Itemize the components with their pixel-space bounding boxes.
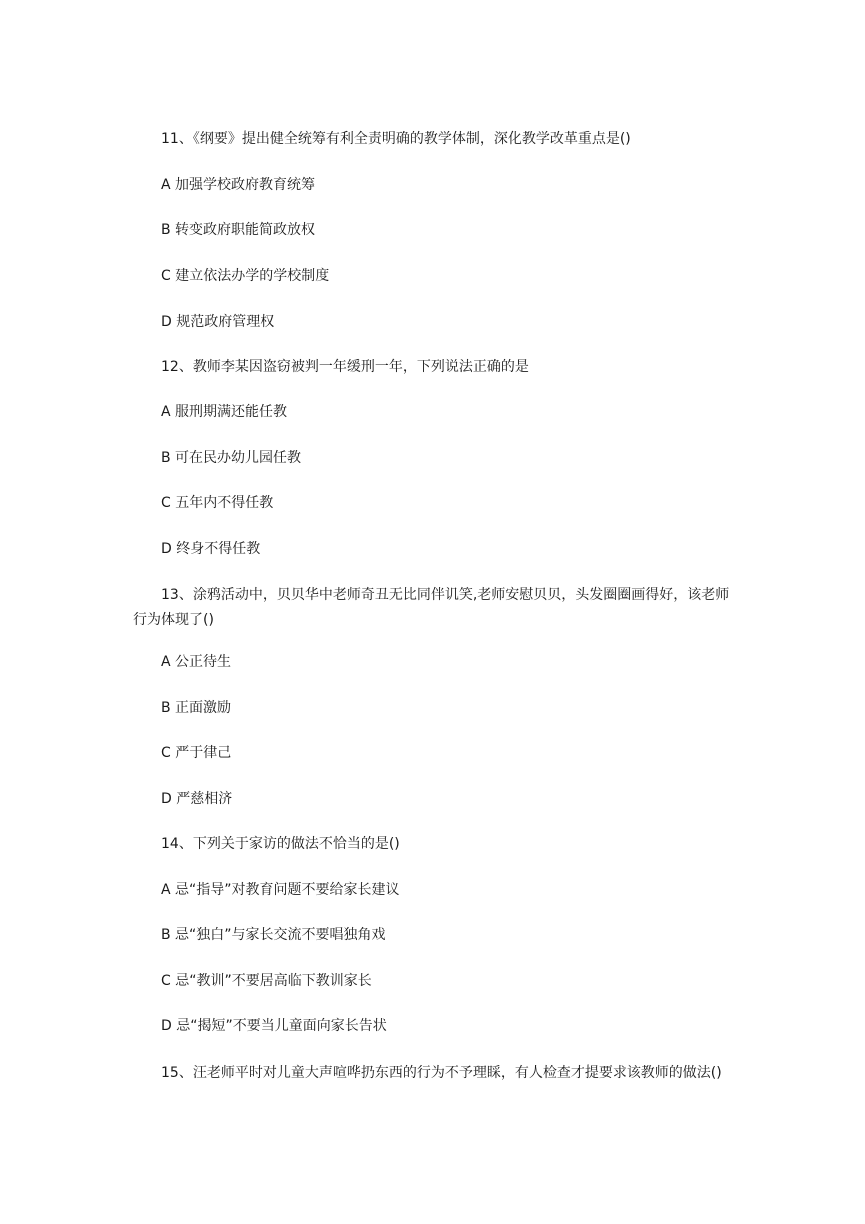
question-12-option-a: A 服刑期满还能任教 bbox=[161, 404, 288, 420]
question-13-option-d: D 严慈相济 bbox=[161, 791, 233, 807]
question-12-option-d: D 终身不得任教 bbox=[161, 541, 261, 557]
question-14-option-d: D 忌“揭短”不要当儿童面向家长告状 bbox=[161, 1018, 387, 1034]
question-11-option-b: B 转变政府职能简政放权 bbox=[161, 222, 316, 238]
question-11-option-a: A 加强学校政府教育统筹 bbox=[161, 177, 316, 193]
question-12-stem: 12、教师李某因盗窃被判一年缓刑一年，下列说法正确的是 bbox=[161, 359, 529, 375]
question-13-option-b: B 正面激励 bbox=[161, 700, 232, 716]
question-13-stem: 13、涂鸦活动中，贝贝华中老师奇丑无比同伴讥笑,老师安慰贝贝，头发圈圈画得好，该老师行为体现了() bbox=[133, 587, 730, 628]
question-11-option-d: D 规范政府管理权 bbox=[161, 314, 275, 330]
question-11-option-c: C 建立依法办学的学校制度 bbox=[161, 268, 330, 284]
question-14-option-c: C 忌“教训”不要居高临下教训家长 bbox=[161, 973, 372, 989]
question-12-option-b: B 可在民办幼儿园任教 bbox=[161, 450, 302, 466]
question-11-stem: 11、《纲要》提出健全统筹有利全责明确的教学体制，深化教学改革重点是() bbox=[161, 131, 631, 147]
question-14-option-b: B 忌“独白”与家长交流不要唱独角戏 bbox=[161, 927, 386, 943]
question-13-option-a: A 公正待生 bbox=[161, 654, 232, 670]
question-13-option-c: C 严于律己 bbox=[161, 745, 232, 761]
question-15-stem: 15、汪老师平时对儿童大声喧哗扔东西的行为不予理睬，有人检查才提要求该教师的做法() bbox=[161, 1065, 722, 1081]
question-14-stem: 14、下列关于家访的做法不恰当的是() bbox=[161, 836, 400, 852]
question-12-option-c: C 五年内不得任教 bbox=[161, 495, 274, 511]
question-14-option-a: A 忌“指导”对教育问题不要给家长建议 bbox=[161, 882, 400, 898]
